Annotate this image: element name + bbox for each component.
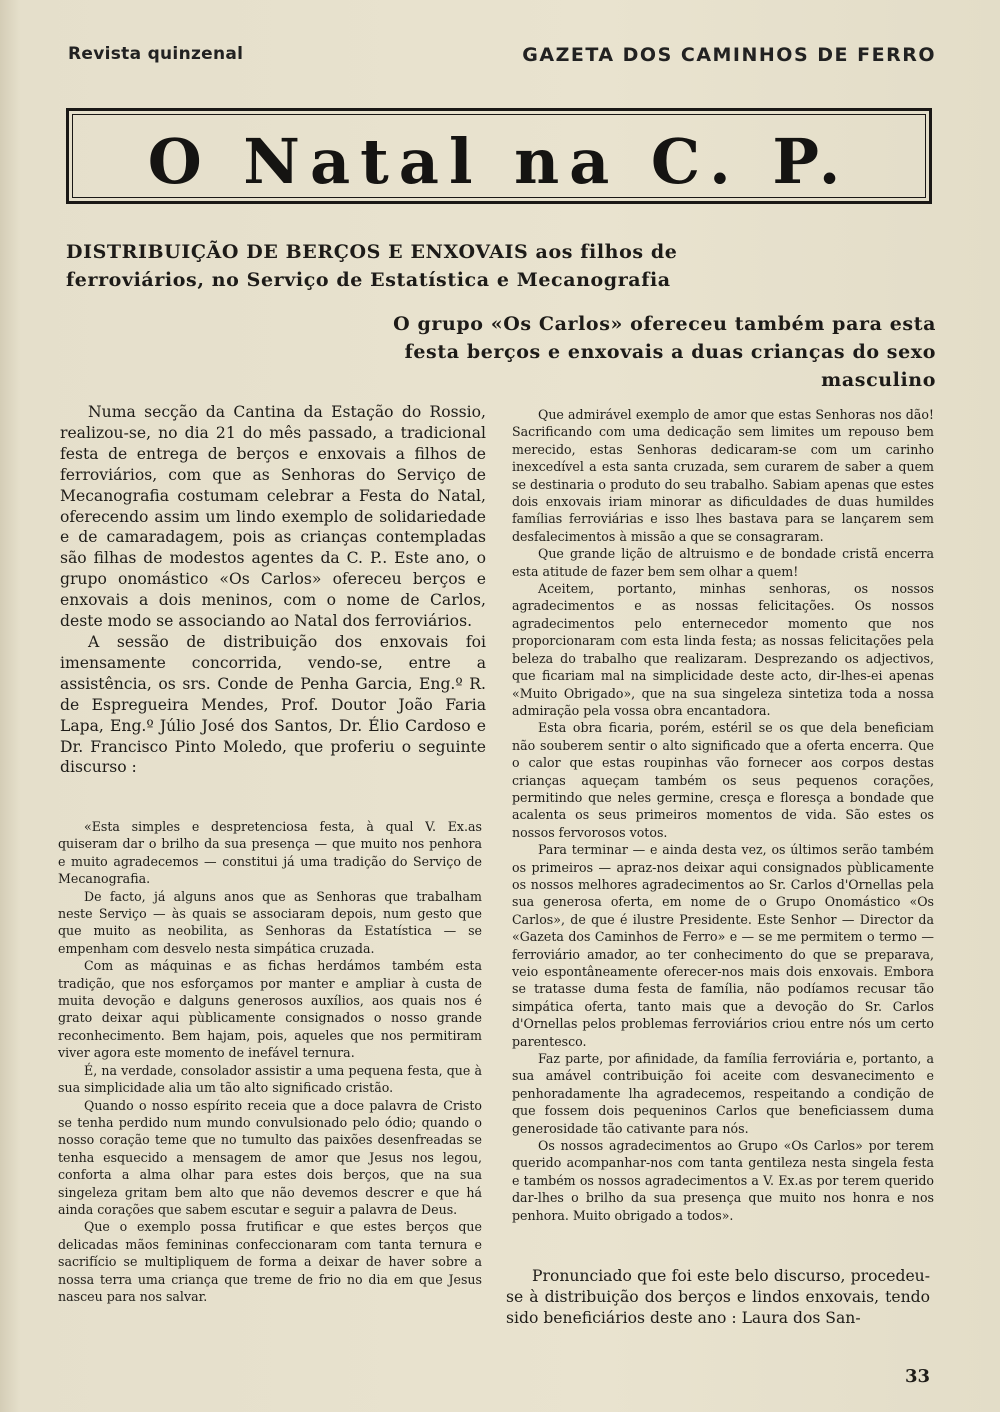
paragraph: Quando o nosso espírito receia que a doce palavra de Cristo se tenha perdido num mundo convulsionado pelo ódio; quando o nosso coração teme que no tumulto das paixões desenfreadas se tenha esquecido a mensagem de amor que Jesus nos legou, conforta a alma olhar para estes dois berços, que na sua singeleza gritam bem alto que não devemos descrer e que há ainda corações que sabem escutar e seguir a palavra de Deus. bbox=[58, 1097, 482, 1217]
page-number: 33 bbox=[904, 1366, 930, 1387]
paragraph: Que o exemplo possa frutificar e que estes berços que delicadas mãos femininas confeccionaram com tanta ternura e sacrifício se multipliquem de forma a deixar de haver sobre a nossa terra uma criança que treme de frio no dia em que Jesus nasceu para nos salvar. bbox=[58, 1219, 482, 1304]
paragraph: Para terminar — e ainda desta vez, os últimos serão também os primeiros — apraz-nos deixar aqui consignados pùblicamente os nossos melhores agradecimentos ao Sr. Carlos d'Ornellas pela sua generosa oferta, em nome de o Grupo Onomástico «Os Carlos», de que é ilustre Presidente. Este Senhor — Director da «Gazeta dos Caminhos de Ferro» e — se me permitem o termo — ferroviário amador, ao ter conhecimento do que se preparava, veio espontâneamente oferecer-nos mais dois enxovais. Embora se tratasse duma festa de família, não podíamos recusar tão simpática oferta, tanto mais que a devoção do Sr. Carlos d'Ornellas pelos problemas ferroviários criou entre nós um certo parentesco. bbox=[512, 842, 934, 1049]
paragraph: Que grande lição de altruismo e de bondade cristã encerra esta atitude de fazer bem sem olhar a quem! bbox=[512, 546, 934, 579]
publication-frequency: Revista quinzenal bbox=[68, 44, 244, 64]
paragraph: Aceitem, portanto, minhas senhoras, os nossos agradecimentos e as nossas felicitações. Os nossos agradecimentos pelo enternecedor momento que nos proporcionaram com esta linda festa; as nossas felicitações pela beleza do trabalho que realizaram. Desprezando os adjectivos, que ficariam mal na simplicidade deste acto, dir-lhes-ei apenas «Muito Obrigado», que na sua singeleza sintetiza toda a nossa admiração pela vossa obra encantadora. bbox=[512, 581, 934, 718]
paragraph: A sessão de distribuição dos enxovais foi imensamente concorrida, vendo-se, entre a assistência, os srs. Conde de Penha Garcia, Eng.º R. de Espregueira Mendes, Prof. Doutor João Faria Lapa, Eng.º Júlio José dos Santos, Dr. Élio Cardoso e Dr. Francisco Pinto Moledo, que proferiu o seguinte discurso : bbox=[60, 632, 486, 777]
left-column-speech bbox=[58, 818, 482, 1305]
paragraph: Com as máquinas e as fichas herdámos também esta tradição, que nos esforçamos por manter e ampliar à custa de muita devoção e dalguns generosos auxílios, aos quais nos é grato deixar aqui pùblicamente consignados o nosso grande reconhecimento. Bem hajam, pois, aqueles que nos permitiram viver agora este momento de inefável ternura. bbox=[58, 958, 482, 1061]
paragraph: De facto, já alguns anos que as Senhoras que trabalham neste Serviço — às quais se associaram depois, num gesto que que muito as neobilita, as Senhoras da Estatística — se empenham com desvelo nesta simpática cruzada. bbox=[58, 888, 482, 956]
paragraph: Pronunciado que foi este belo discurso, procedeu-se à distribuição dos berços e lindos enxovais, tendo sido beneficiários deste ano : Laura dos San- bbox=[506, 1267, 930, 1327]
publication-name: GAZETA DOS CAMINHOS DE FERRO bbox=[522, 44, 936, 66]
article-title: O Natal na C. P. bbox=[147, 125, 851, 198]
article-subheading: O grupo «Os Carlos» ofereceu também para esta festa berços e enxovais a duas crianças do sexo masculino bbox=[393, 313, 936, 391]
paragraph: Os nossos agradecimentos ao Grupo «Os Carlos» por terem querido acompanhar-nos com tanta gentileza nesta singela festa e também os nossos agradecimentos a V. Ex.as por terem querido dar-lhes o brilho da sua presença que muito nos honra e nos penhora. Muito obrigado a todos». bbox=[512, 1138, 934, 1223]
paragraph: «Esta simples e despretenciosa festa, à qual V. Ex.as quiseram dar o brilho da sua presença — que muito nos penhora e muito agradecemos — constitui já uma tradição do Serviço de Mecanografia. bbox=[58, 819, 482, 887]
paragraph: Que admirável exemplo de amor que estas Senhoras nos dão! Sacrificando com uma dedicação sem limites um repouso bem merecido, estas Senhoras dedicaram-se com um carinho inexcedível a esta santa cruzada, sem curarem de saber a quem se destinaria o produto do seu trabalho. Sabiam apenas que estes dois enxovais iriam minorar as dificuldades de duas humildes famílias ferroviárias e isso lhes bastava para se lançarem sem desfalecimentos à missão a que se consagraram. bbox=[512, 407, 934, 544]
title-frame bbox=[66, 108, 932, 204]
paragraph: Numa secção da Cantina da Estação do Rossio, realizou-se, no dia 21 do mês passado, a tradicional festa de entrega de berços e enxovais a filhos de ferroviários, com que as Senhoras do Serviço de Mecanografia costumam celebrar a Festa do Natal, oferecendo assim um lindo exemplo de solidariedade e de camaradagem, pois as crianças contempladas são filhas de modestos agentes da C. P.. Este ano, o grupo onomástico «Os Carlos» ofereceu berços e enxovais a dois meninos, com o nome de Carlos, deste modo se associando ao Natal dos ferroviários. bbox=[60, 403, 486, 631]
paragraph: Esta obra ficaria, porém, estéril se os que dela beneficiam não souberem sentir o alto significado que a oferta encerra. Que o calor que estas roupinhas vão fornecer aos corpos destas crianças aqueçam também os seus pequenos corações, permitindo que neles germine, cresça e floresça a bondade que acalenta os seus primeiros momentos de vida. São estes os nossos fervorosos votos. bbox=[512, 720, 934, 840]
paragraph: É, na verdade, consolador assistir a uma pequena festa, que à sua simplicidade alia um tão alto significado cristão. bbox=[58, 1062, 482, 1096]
article-subtitle: DISTRIBUIÇÃO DE BERÇOS E ENXOVAIS aos filhos de ferroviários, no Serviço de Estatística e Mecanografia bbox=[66, 241, 678, 291]
right-column-closing bbox=[506, 1266, 930, 1329]
right-column-speech bbox=[512, 406, 934, 1224]
left-column-intro bbox=[60, 402, 486, 778]
paragraph: Faz parte, por afinidade, da família ferroviária e, portanto, a sua amável contribuição foi aceite com desvanecimento e penhoradamente lha agradecemos, respeitando a condição de que fossem dois pequeninos Carlos que beneficiassem duma generosidade tão cativante para nós. bbox=[512, 1051, 934, 1136]
